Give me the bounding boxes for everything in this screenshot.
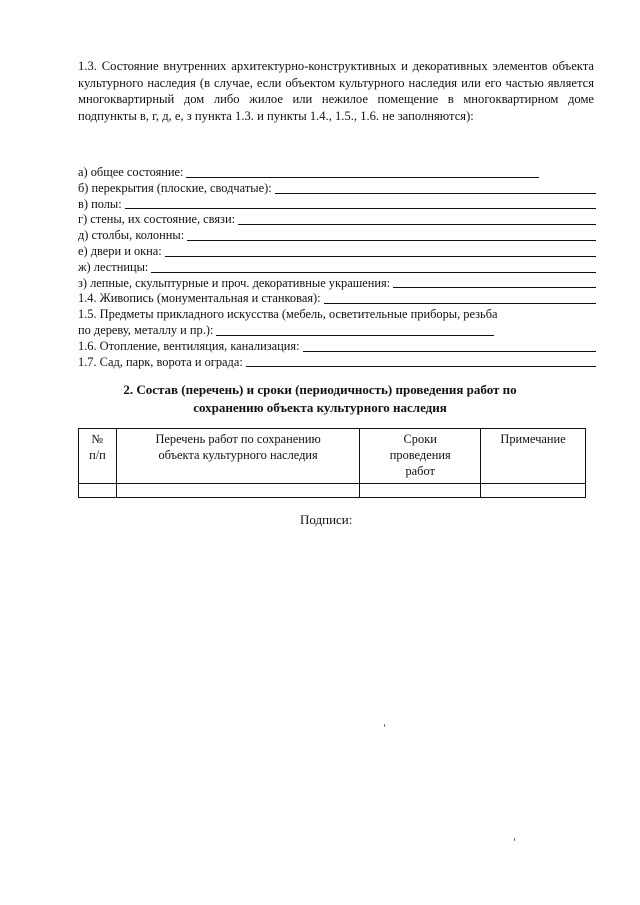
field-general-condition bbox=[78, 165, 596, 181]
field-utilities bbox=[78, 339, 596, 355]
blank-line[interactable] bbox=[275, 182, 596, 194]
field-floors bbox=[78, 197, 596, 213]
field-label: е) двери и окна: bbox=[78, 243, 162, 258]
signatures-label: Подписи: bbox=[300, 512, 353, 527]
field-label: ж) лестницы: bbox=[78, 259, 149, 274]
field-label: 1.5. Предметы прикладного искусства (мебель, осветительные приборы, резьба bbox=[78, 307, 498, 322]
field-ceilings bbox=[78, 181, 596, 197]
scan-speck bbox=[384, 724, 385, 727]
field-label: б) перекрытия (плоские, сводчатые): bbox=[78, 180, 272, 195]
section-2-title bbox=[100, 381, 540, 417]
field-garden bbox=[78, 355, 596, 371]
table-header-row bbox=[79, 429, 586, 484]
field-applied-art-row bbox=[78, 323, 596, 339]
field-label: в) полы: bbox=[78, 196, 122, 211]
section-2-title-line1: 2. Состав (перечень) и сроки (периодичность) проведения работ по bbox=[123, 382, 517, 397]
blank-line[interactable] bbox=[393, 276, 596, 288]
header-work-list: Перечень работ по сохранению объекта культурного наследия bbox=[116, 429, 359, 484]
blank-line[interactable] bbox=[324, 292, 596, 304]
field-label: г) стены, их состояние, связи: bbox=[78, 212, 236, 227]
field-applied-art bbox=[78, 307, 596, 339]
header-number: № п/п bbox=[79, 429, 117, 484]
condition-fields bbox=[78, 165, 596, 370]
table-cell[interactable] bbox=[116, 484, 359, 498]
field-doors-windows bbox=[78, 244, 596, 260]
blank-line[interactable] bbox=[216, 324, 494, 336]
field-label: а) общее состояние: bbox=[78, 165, 184, 179]
section-1-3-intro: 1.3. Состояние внутренних архитектурно-конструктивных и декоративных элементов объекта культурного наследия (в случае, если объектом культурного наследия или его частью является многоквартирный дом либо жилое или нежилое помещение в многоквартирном доме подпункты в, г, д, е, з пункта 1.3. и пункты 1.4., 1.5., 1.6. не заполняются): bbox=[78, 59, 594, 123]
field-label: з) лепные, скульптурные и проч. декоративные украшения: bbox=[78, 275, 391, 290]
blank-line[interactable] bbox=[246, 355, 596, 367]
blank-line[interactable] bbox=[151, 261, 596, 273]
field-label: 1.4. Живопись (монументальная и станковая): bbox=[78, 291, 321, 306]
field-label: д) столбы, колонны: bbox=[78, 228, 185, 243]
blank-line[interactable] bbox=[125, 197, 596, 209]
blank-line[interactable] bbox=[238, 213, 596, 225]
table-cell[interactable] bbox=[481, 484, 586, 498]
blank-line[interactable] bbox=[186, 166, 539, 178]
field-label: 1.6. Отопление, вентиляция, канализация: bbox=[78, 338, 300, 353]
blank-line[interactable] bbox=[165, 245, 596, 257]
header-timing: Сроки проведения работ bbox=[360, 429, 481, 484]
blank-line[interactable] bbox=[303, 340, 596, 352]
blank-line[interactable] bbox=[187, 229, 596, 241]
header-note: Примечание bbox=[481, 429, 586, 484]
field-walls bbox=[78, 212, 596, 228]
field-decorations bbox=[78, 276, 596, 292]
section-2-title-line2: сохранению объекта культурного наследия bbox=[193, 400, 447, 415]
field-label: по дереву, металлу и пр.): bbox=[78, 322, 214, 337]
scan-speck bbox=[514, 838, 515, 841]
field-columns bbox=[78, 228, 596, 244]
field-painting bbox=[78, 291, 596, 307]
field-stairs bbox=[78, 260, 596, 276]
table-cell[interactable] bbox=[360, 484, 481, 498]
table-row bbox=[79, 484, 586, 498]
table-cell[interactable] bbox=[79, 484, 117, 498]
field-label: 1.7. Сад, парк, ворота и ограда: bbox=[78, 354, 243, 369]
works-table bbox=[78, 428, 586, 498]
